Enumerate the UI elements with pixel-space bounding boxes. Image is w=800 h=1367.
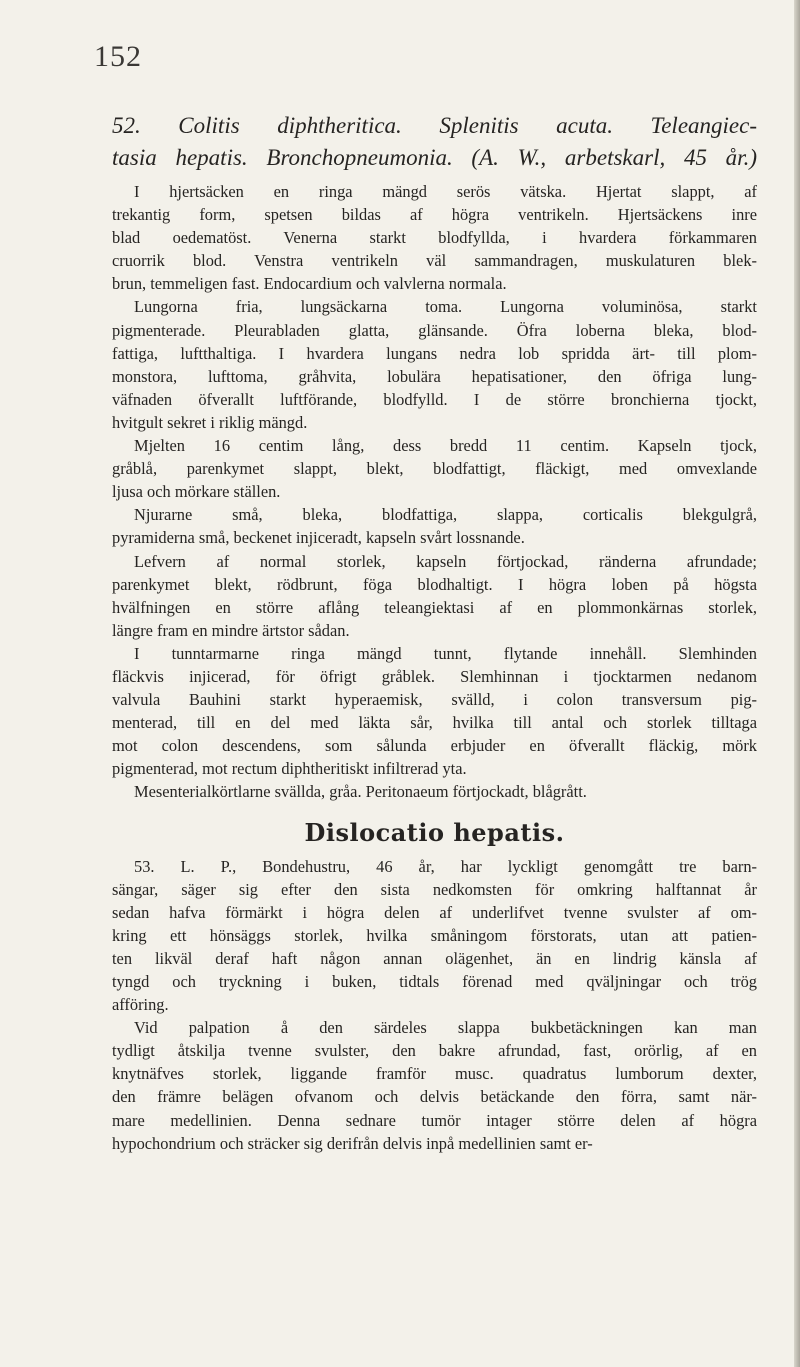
text-line: parenkymet blekt, rödbrunt, föga blodhaltigt. I högra loben på högsta — [112, 574, 757, 594]
text-line: tydligt åtskilja tvenne svulster, den bakre afrundad, fast, orörlig, af en — [112, 1041, 757, 1061]
text-line: väfnaden öfverallt luftförande, blodfylld. I de större bronchierna tjockt, — [112, 389, 757, 409]
page-body — [112, 110, 757, 1155]
paragraph — [112, 295, 757, 434]
text-line: tyngd och tryckning i buken, tidtals förenad med qväljningar och trög — [112, 972, 757, 991]
paragraph — [112, 642, 757, 781]
text-line: hvälfningen en större aflång teleangiektasi af en plommonkärnas storlek, — [112, 597, 757, 617]
text-line: blad oedematöst. Venerna starkt blodfyllda, i hvardera förkammaren — [112, 228, 757, 248]
text-line: Mesenterialkörtlarne svällda, gråa. Peritonaeum förtjockadt, blågrått. — [134, 782, 587, 802]
text-line: I hjertsäcken en ringa mängd serös vätska. Hjertat slappt, af — [134, 182, 757, 201]
text-line: pigmenterade. Pleurabladen glatta, glänsande. Öfra loberna bleka, blod- — [112, 320, 757, 340]
section-title: Dislocatio hepatis. — [304, 817, 565, 847]
case-53-body — [112, 855, 757, 1155]
text-line: brun, temmeligen fast. Endocardium och valvlerna normala. — [112, 274, 507, 294]
text-line: ljusa och mörkare ställen. — [112, 482, 281, 502]
text-line: pigmenterad, mot rectum diphtheritiskt infiltrerad yta. — [112, 759, 467, 779]
text-line: Njurarne små, bleka, blodfattiga, slappa, corticalis blekgulgrå, — [134, 505, 757, 525]
text-line: Vid palpation å den särdeles slappa bukbetäckningen kan man — [134, 1018, 757, 1038]
text-line: mare medellinien. Denna sednare tumör intager större delen af högra — [112, 1110, 757, 1130]
case-52-heading-line-2: tasia hepatis. Bronchopneumonia. (A. W., arbetskarl, 45 år.) — [112, 145, 757, 170]
text-line: Lefvern af normal storlek, kapseln förtjockad, ränderna afrundade; — [134, 551, 757, 571]
paragraph — [112, 180, 757, 295]
text-line: sedan hafva förmärkt i högra delen af underlifvet tvenne svulster af om- — [112, 902, 757, 922]
text-line: cruorrik blod. Venstra ventrikeln väl sammandragen, muskulaturen blek- — [112, 251, 757, 271]
paragraph — [112, 855, 757, 1017]
text-line: I tunntarmarne ringa mängd tunnt, flytande innehåll. Slemhinden — [134, 643, 757, 663]
text-line: ten likväl deraf haft någon annan olägenhet, än en lindrig känsla af — [112, 948, 757, 968]
paragraph — [112, 550, 757, 642]
text-line: den främre belägen ofvanom och delvis betäckande den förra, samt när- — [112, 1087, 757, 1107]
paragraph — [112, 780, 757, 803]
text-line: hypochondrium och sträcker sig derifrån delvis inpå medellinien samt er- — [112, 1133, 593, 1153]
paragraph — [112, 1016, 757, 1155]
text-line: Lungorna fria, lungsäckarna toma. Lungorna voluminösa, starkt — [134, 297, 757, 317]
text-line: pyramiderna små, beckenet injiceradt, kapseln svårt lossnande. — [112, 528, 525, 548]
text-line: Mjelten 16 centim lång, dess bredd 11 centim. Kapseln tjock, — [134, 436, 757, 456]
text-line: gråblå, parenkymet slappt, blekt, blodfattigt, fläckigt, med omvexlande — [112, 459, 757, 479]
text-line: 53. L. P., Bondehustru, 46 år, har lyckligt genomgått tre barn- — [134, 856, 757, 876]
text-line: sängar, säger sig efter den sista nedkomsten för omkring halftannat år — [112, 879, 757, 899]
text-line: längre fram en mindre ärtstor sådan. — [112, 620, 350, 640]
text-line: knytnäfves storlek, liggande framför musc. quadratus lumborum dexter, — [112, 1064, 757, 1084]
text-line: monstora, lufttoma, gråhvita, lobulära hepatisationer, den öfriga lung- — [112, 366, 757, 386]
text-line: trekantig form, spetsen bildas af högra ventrikeln. Hjertsäckens inre — [112, 205, 757, 225]
text-line: afföring. — [112, 995, 169, 1015]
text-line: kring ett hönsäggs storlek, hvilka småningom förstorats, utan att patien- — [112, 925, 757, 945]
case-52-heading-line-1: 52. Colitis diphtheritica. Splenitis acuta. Teleangiec- — [112, 113, 757, 138]
text-line: mot colon descendens, som sålunda erbjuder en öfverallt fläckig, mörk — [112, 736, 757, 756]
page-edge-shadow — [794, 0, 800, 1367]
text-line: fattiga, luftthaltiga. I hvardera lungans nedra lob spridda ärt- till plom- — [112, 343, 757, 363]
page-number: 152 — [94, 40, 142, 73]
text-line: hvitgult sekret i riklig mängd. — [112, 412, 308, 432]
text-line: valvula Bauhini starkt hyperaemisk, svälld, i colon transversum pig- — [112, 690, 757, 710]
paragraph — [112, 503, 757, 549]
case-52-body — [112, 180, 757, 804]
paragraph — [112, 434, 757, 503]
text-line: fläckvis injicerad, för öfrigt gråblek. Slemhinnan i tjocktarmen nedanom — [112, 666, 757, 686]
text-line: menterad, till en del med läkta sår, hvilka till antal och storlek tilltaga — [112, 713, 757, 733]
